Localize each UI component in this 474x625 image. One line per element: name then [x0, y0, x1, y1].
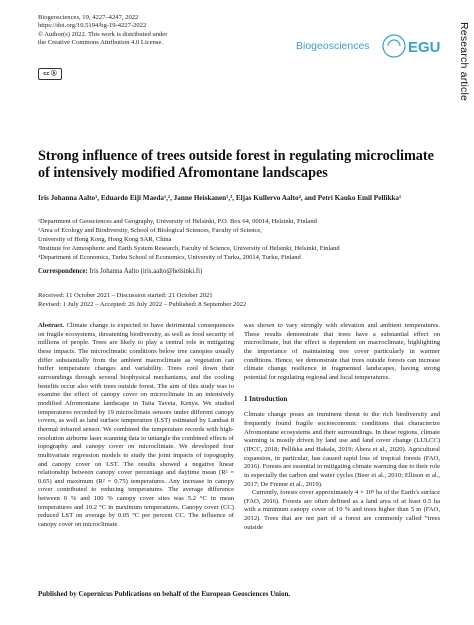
abstract-text: Climate change is expected to have detrimental consequences on fragile ecosystems, threatening biodiversity, as well as food security of millions of people. Trees are likely to play a central role in mitigating these impacts. The microclimatic conditions below tree canopies usually differ substantially from the ambient macroclimate as vegetation can buffer temperature changes and variability. Trees cool down their surroundings through several biophysical mechanisms, and the cooling benefits occur also with trees outside forest. The aim of this study was to examine the effect of canopy cover on microclimate in an intensively modified Afromontane landscape in Taita Taveta, Kenya. We studied temperatures recorded by 19 microclimate sensors under different canopy covers, as well as land surface temperature (LST) estimated by Landsat 8 thermal infrared sensor. We combined the temperature records with high-resolution airborne laser scanning data to untangle the combined effects of topography and canopy cover on microclimate. We developed four multivariate regression models to study the joint impacts of topography and canopy cover on LST. The results showed a negative linear relationship between canopy cover percentage and daytime mean (R² = 0.65) and maximum (R² = 0.75) temperatures. Any increase in canopy cover contributed to reducing temperatures. The average difference between 0 % and 100 % canopy cover sites was 5.2 °C in mean temperatures and 10.2 °C in maximum temperatures. Canopy cover (CC) reduced LST on average by 0.05 °C per percent CC. The influence of canopy cover on microclimate [38, 322, 234, 529]
citation-block [38, 14, 167, 48]
abstract-paragraph [38, 322, 234, 530]
journal-name: Biogeosciences [296, 40, 370, 52]
abstract-continuation: was shown to vary strongly with elevation and ambient temperatures. These results demonstrate that trees have a substantial effect on microclimate, but the effect is dependent on macroclimate, highlighting the importance of maintaining tree cover particularly in warmer conditions. Hence, we demonstrate that trees outside forests can increase climate change resilience in fragmented landscapes, having strong potential for regulating regional and local temperatures. [244, 322, 440, 381]
affiliation-2: ²Area of Ecology and Biodiversity, School of Biological Sciences, Faculty of Science, [38, 226, 262, 234]
affiliation-4: ⁴Department of Economics, Turku School of Economics, University of Turku, 20014, Turku, Finland [38, 253, 301, 261]
publisher-footer: Published by Copernicus Publications on behalf of the European Geosciences Union. [38, 590, 291, 598]
abstract-label: Abstract. [38, 322, 64, 329]
section-heading-introduction: 1 Introduction [244, 394, 288, 403]
published-date: Revised: 1 July 2022 – Accepted: 26 July 2022 – Published: 8 September 2022 [38, 301, 247, 308]
doi-link[interactable]: https://doi.org/10.5194/bg-19-4227-2022 [38, 22, 147, 30]
correspondence-email[interactable]: Iris Johanna Aalto (iris.aalto@helsinki.fi) [87, 268, 203, 275]
citation-line: Biogeosciences, 19, 4227–4247, 2022 [38, 14, 139, 21]
history-dates [38, 291, 246, 309]
copyright-line: © Author(s) 2022. This work is distributed under [38, 30, 168, 38]
intro-paragraph-2: Currently, forests cover approximately 4 × 10⁹ ha of the Earth’s surface (FAO, 2016). Forests are often defined as a land area of at least 0.5 ha with a minimum canopy cover of 10 % and trees higher than 5 m (FAO, 2012). Trees that are not part of a forest are commonly called “trees outside [244, 489, 440, 531]
correspondence [38, 268, 202, 275]
affiliation-1: ¹Department of Geosciences and Geography, University of Helsinki, P.O. Box 64, 00014, Helsinki, Finland [38, 218, 317, 225]
article-type-label: Research article [458, 22, 470, 102]
received-date: Received: 11 October 2021 – Discussion started: 21 October 2021 [38, 292, 213, 299]
intro-paragraph-1: Climate change poses an imminent threat to the rich biodiversity and frequently found fragile socioeconomic conditions that characterize Afromontane ecosystems and their surroundings. In these regions, climate warming is mostly driven by land use and land cover change (LULCC) (IPCC, 2018; Pellikka and Hakala, 2019; Abera et al., 2020). Agricultural expansion, in particular, has caused rapid loss of tropical forests (FAO, 2016). Forests are essential in mitigating climate warming due to their role in especially the carbon and water cycles (Beer et al., 2010; Ellison et al., 2017; De Frenne et al., 2019). [244, 411, 440, 488]
affiliation-2-cont: University of Hong Kong, Hong Kong SAR, China [38, 235, 172, 243]
right-column [244, 322, 440, 532]
svg-text:EGU: EGU [408, 39, 441, 56]
license-line: the Creative Commons Attribution 4.0 License. [38, 39, 164, 47]
correspondence-label: Correspondence: [38, 268, 88, 275]
affiliations [38, 218, 448, 263]
abstract-column [38, 322, 234, 530]
author-list: Iris Johanna Aalto¹, Eduardo Eiji Maeda¹,², Janne Heiskanen¹,³, Eljas Kullervo Aalto⁴, and Petri Kauko Emil Pellikka¹ [38, 194, 402, 202]
egu-logo-icon [382, 28, 441, 64]
affiliation-3: ³Institute for Atmospheric and Earth System Research, Faculty of Science, University of Helsinki, Helsinki, Finland [38, 244, 340, 252]
cc-license-icon: cc ⓑ [38, 68, 62, 80]
paper-title: Strong influence of trees outside forest in regulating microclimate of intensively modified Afromontane landscapes [38, 148, 434, 181]
